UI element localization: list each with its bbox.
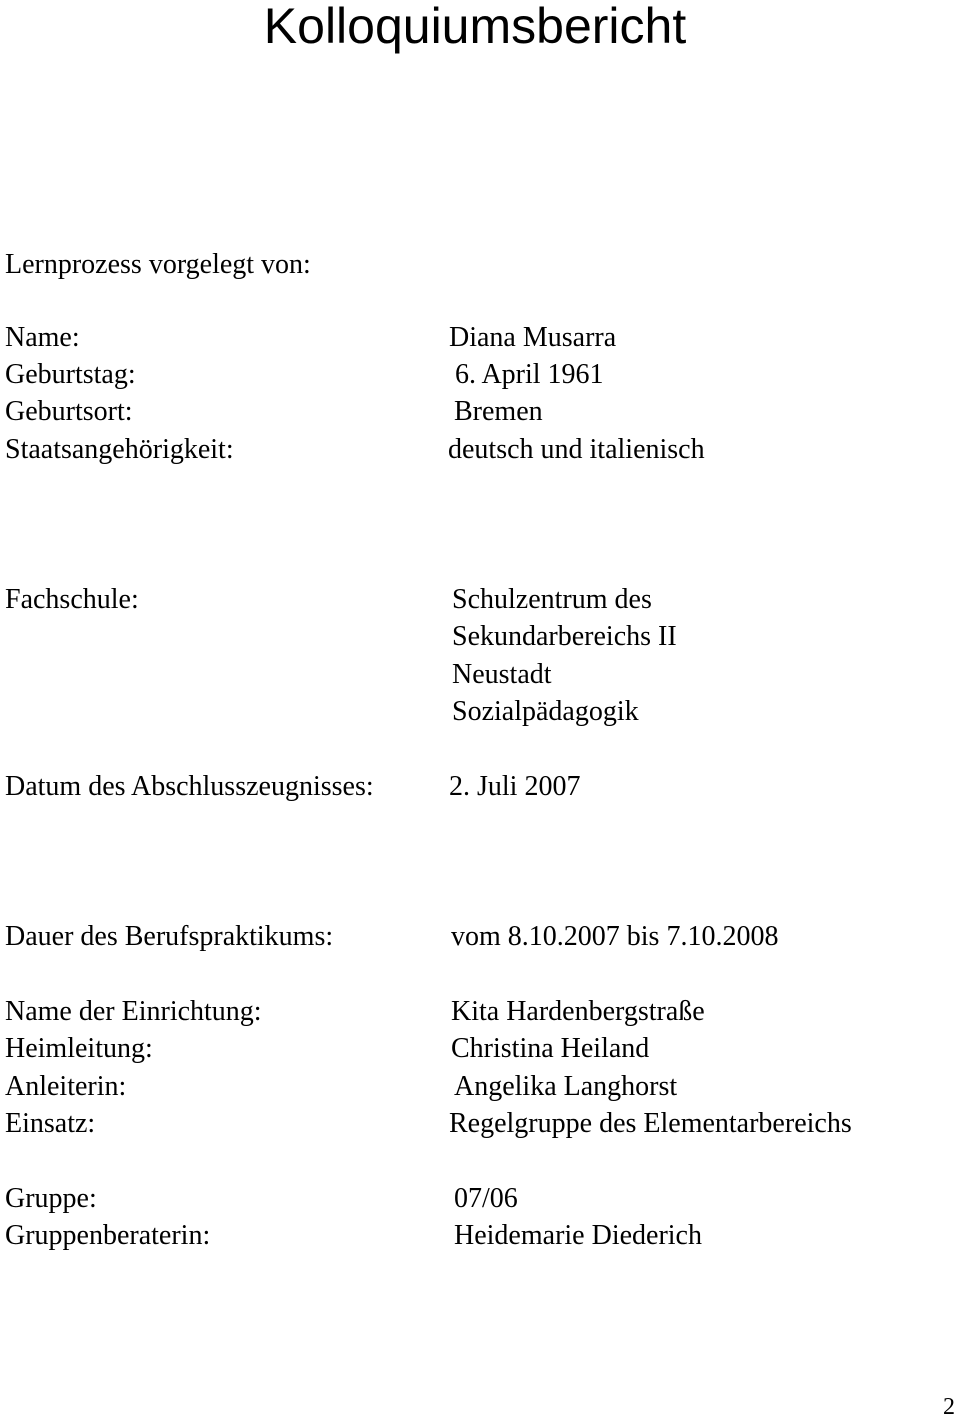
head-label: Heimleitung: — [5, 1033, 153, 1064]
school-line: Neustadt — [452, 659, 552, 690]
school-line: Sekundarbereichs II — [452, 621, 677, 652]
citizenship-label: Staatsangehörigkeit: — [5, 434, 234, 465]
school-label: Fachschule: — [5, 584, 139, 615]
facility-value: Kita Hardenbergstraße — [451, 996, 705, 1027]
school-line: Sozialpädagogik — [452, 696, 639, 727]
school-line: Schulzentrum des — [452, 584, 652, 615]
name-label: Name: — [5, 322, 80, 353]
birthday-value: 6. April 1961 — [455, 359, 604, 390]
group-label: Gruppe: — [5, 1183, 97, 1214]
advisor-label: Gruppenberaterin: — [5, 1220, 211, 1251]
advisor-value: Heidemarie Diederich — [454, 1220, 702, 1251]
head-value: Christina Heiland — [451, 1033, 650, 1064]
deployment-label: Einsatz: — [5, 1108, 96, 1139]
intro-text: Lernprozess vorgelegt von: — [5, 249, 311, 280]
instructor-label: Anleiterin: — [5, 1071, 127, 1102]
citizenship-value: deutsch und italienisch — [448, 434, 705, 465]
birthplace-value: Bremen — [454, 396, 543, 427]
group-value: 07/06 — [454, 1183, 518, 1214]
duration-label: Dauer des Berufspraktikums: — [5, 921, 334, 952]
birthday-label: Geburtstag: — [5, 359, 136, 390]
duration-value: vom 8.10.2007 bis 7.10.2008 — [451, 921, 779, 952]
page-number: 2 — [943, 1394, 955, 1420]
certificate-label: Datum des Abschlusszeugnisses: — [5, 771, 374, 802]
facility-label: Name der Einrichtung: — [5, 996, 262, 1027]
name-value: Diana Musarra — [449, 322, 617, 353]
instructor-value: Angelika Langhorst — [454, 1071, 678, 1102]
birthplace-label: Geburtsort: — [5, 396, 133, 427]
certificate-date: 2. Juli 2007 — [449, 771, 581, 802]
page-title: Kolloquiumsbericht — [263, 0, 687, 54]
deployment-value: Regelgruppe des Elementarbereichs — [449, 1108, 852, 1139]
